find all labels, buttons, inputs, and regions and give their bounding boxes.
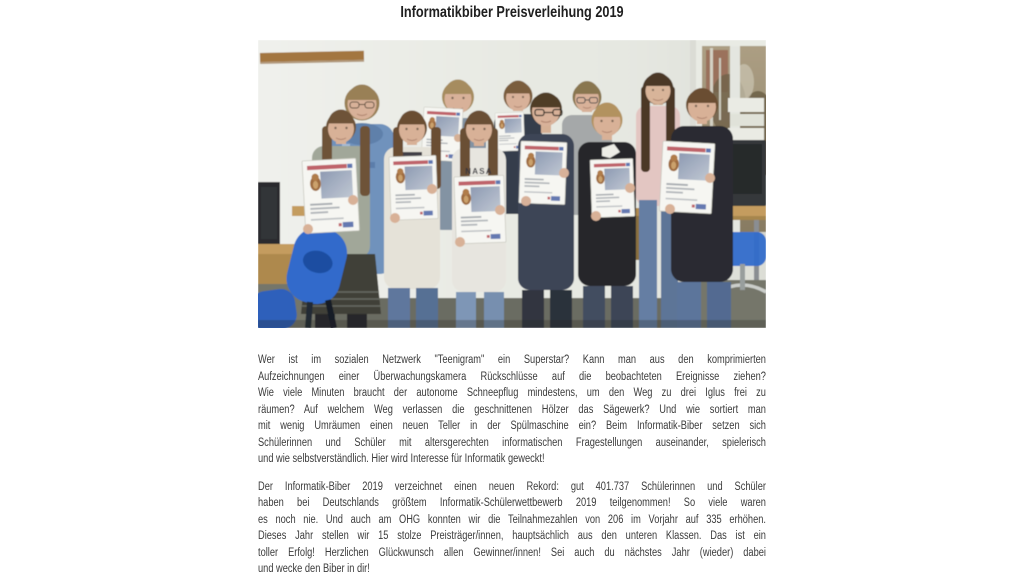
page-title-text: Informatikbiber Preisverleihung 2019 (400, 4, 624, 21)
text-line: Der Informatik-Biber 2019 verzeichnet einen neuen Rekord: gut 401.737 Schülerinnen und Schüler (258, 480, 766, 493)
paragraph-1 (258, 352, 766, 468)
article-body (258, 352, 766, 576)
text-line: und wecke den Biber in dir! (258, 563, 370, 575)
text-line: räumen? Auf welchem Weg verlassen die geschnittenen Hölzer das Sägewerk? Und wie sortiert man (258, 403, 766, 416)
text-line: toller Erfolg! Herzlichen Glückwunsch allen Gewinner/innen! Sei auch du nächstes Jahr (wieder) dabei (258, 546, 766, 559)
text-line: es noch nie. Und auch am OHG konnten wir die Teilnahmezahlen von 206 im Vorjahr auf 335 erhöhen. (258, 513, 766, 526)
text-line: Wie viele Minuten braucht der autonome Schneepflug mindestens, um den Weg zu drei Iglus frei zu (258, 387, 766, 399)
group-photo (258, 40, 766, 328)
text-line: Wer ist im sozialen Netzwerk "Teenigram" ein Superstar? Kann man aus den komprimierten (258, 354, 766, 366)
nasa-hoodie-text: NASA (465, 167, 493, 176)
paragraph-2 (258, 479, 766, 576)
text-line: Schülerinnen und Schüler mit altersgerechten informatischen Fragestellungen auseinander, spielerisch (258, 436, 766, 449)
text-line: Aufzeichnungen einer Überwachungskamera Rückschlüsse auf die beobachteten Ereignisse ziehen? (258, 370, 766, 383)
group-photo-image (258, 40, 766, 328)
text-line: mit wenig Umräumen einen neuen Teller in der Spülmaschine ein? Beim Informatik-Biber setzen sich (258, 420, 766, 432)
text-line: haben bei Deutschlands größtem Informatik-Schülerwettbewerb 2019 teilgenommen! So viele waren (258, 497, 766, 509)
page-title (92, 4, 932, 22)
text-line: Dieses Jahr stellen wir 15 stolze Preisträger/innen, hauptsächlich aus den unteren Klassen. Das ist ein (258, 530, 766, 542)
text-line: und wie selbstverständlich. Hier wird Interesse für Informatik geweckt! (258, 453, 545, 465)
